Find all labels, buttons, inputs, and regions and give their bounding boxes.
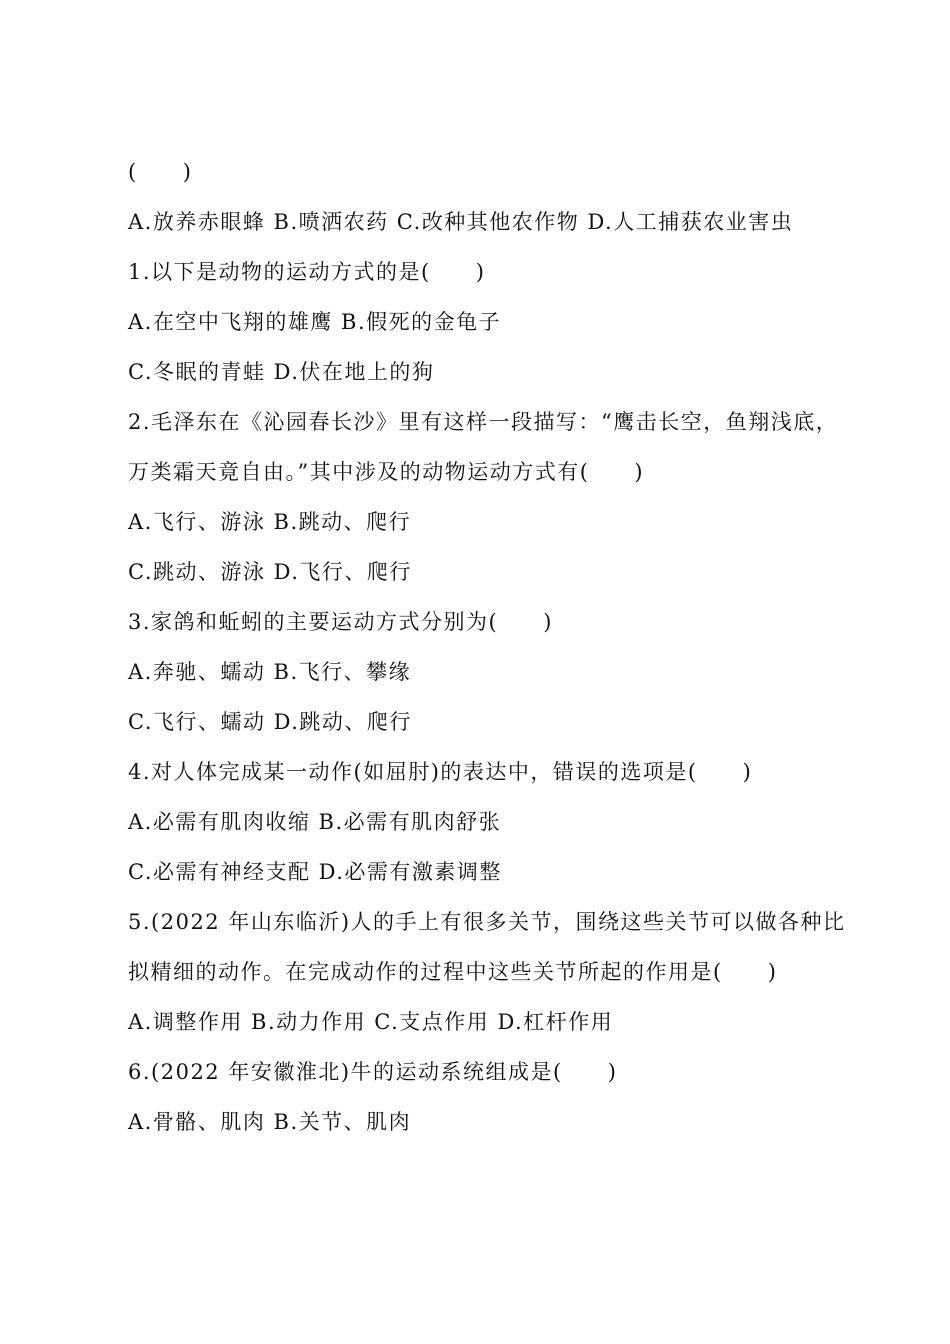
question-6: 6.(2022 年安徽淮北)牛的运动系统组成是( )	[128, 1060, 618, 1084]
question-2-options-ab: A.飞行、游泳 B.跳动、爬行	[128, 510, 412, 534]
question-4: 4.对人体完成某一动作(如屈肘)的表达中，错误的选项是( )	[128, 760, 753, 784]
question-1-options-ab: A.在空中飞翔的雄鹰 B.假死的金龟子	[128, 310, 502, 334]
question-3: 3.家鸽和蚯蚓的主要运动方式分别为( )	[128, 610, 553, 634]
answer-blank-line: ( )	[128, 160, 193, 184]
question-4-options-ab: A.必需有肌肉收缩 B.必需有肌肉舒张	[128, 810, 502, 834]
question-2-options-cd: C.跳动、游泳 D.飞行、爬行	[128, 560, 412, 584]
question-5-line-2: 拟精细的动作。在完成动作的过程中这些关节所起的作用是( )	[128, 960, 778, 984]
options-prev-question: A.放养赤眼蜂 B.喷洒农药 C.改种其他农作物 D.人工捕获农业害虫	[128, 210, 794, 234]
question-5-options: A.调整作用 B.动力作用 C.支点作用 D.杠杆作用	[128, 1010, 614, 1034]
question-4-options-cd: C.必需有神经支配 D.必需有激素调整	[128, 860, 502, 884]
question-2-line-1: 2.毛泽东在《沁园春长沙》里有这样一段描写：“鹰击长空，鱼翔浅底，	[128, 410, 839, 434]
question-5-line-1: 5.(2022 年山东临沂)人的手上有很多关节，围绕这些关节可以做各种比	[128, 910, 846, 934]
question-1-options-cd: C.冬眠的青蛙 D.伏在地上的狗	[128, 360, 435, 384]
question-1: 1.以下是动物的运动方式的是( )	[128, 260, 486, 284]
question-3-options-ab: A.奔驰、蠕动 B.飞行、攀缘	[128, 660, 412, 684]
question-2-line-2: 万类霜天竟自由。”其中涉及的动物运动方式有( )	[128, 460, 645, 484]
question-6-options-ab: A.骨骼、肌肉 B.关节、肌肉	[128, 1110, 412, 1134]
question-3-options-cd: C.飞行、蠕动 D.跳动、爬行	[128, 710, 412, 734]
